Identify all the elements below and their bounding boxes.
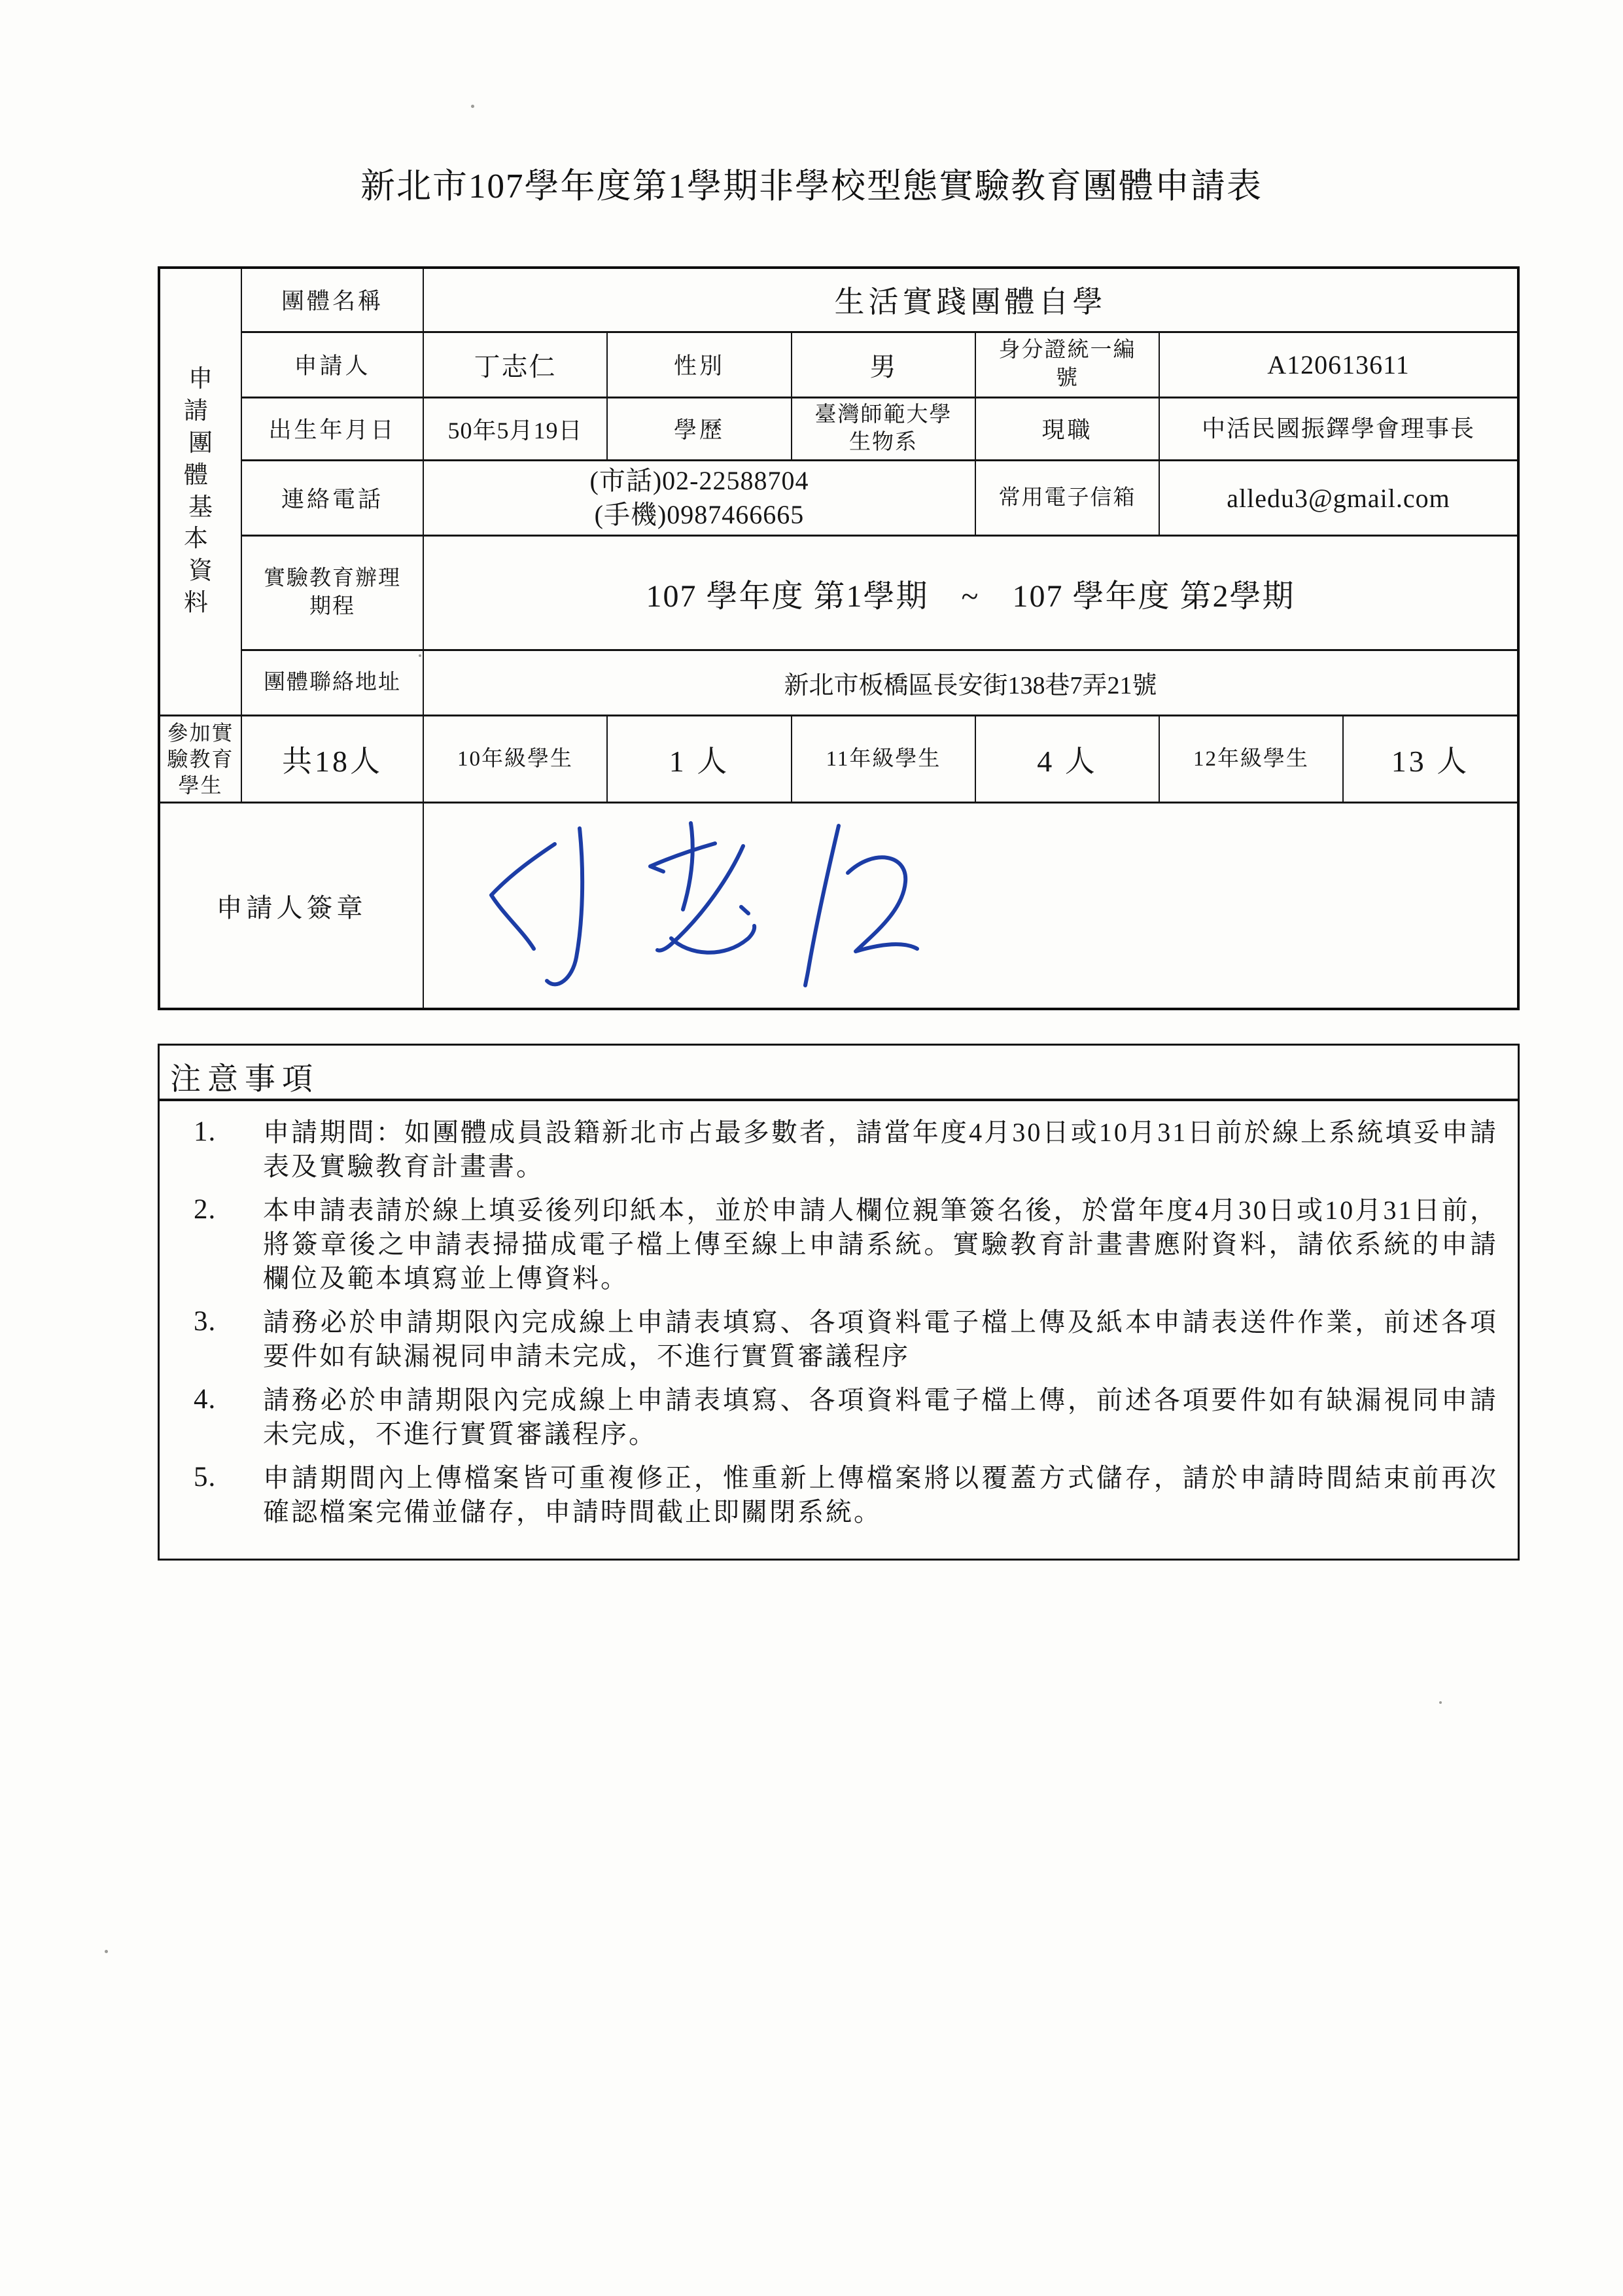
scan-speck xyxy=(419,654,421,657)
notes-heading: 注意事項 xyxy=(160,1046,1518,1101)
address-value: 新北市板橋區長安街138巷7弄21號 xyxy=(423,650,1518,716)
students-label-line: 驗教育 xyxy=(167,747,234,771)
note-number: 4. xyxy=(194,1384,217,1415)
grade10-count: 1 人 xyxy=(607,716,792,803)
side-label-line: 基本 xyxy=(184,493,222,553)
education-value xyxy=(792,397,975,461)
id-number-label xyxy=(975,332,1159,397)
birth-date-value: 50年5月19日 xyxy=(423,397,607,461)
grade11-count: 4 人 xyxy=(975,716,1159,803)
note-number: 2. xyxy=(194,1194,217,1225)
email-label: 常用電子信箱 xyxy=(975,461,1159,536)
row-group-name xyxy=(159,268,1518,332)
note-number: 1. xyxy=(194,1116,217,1147)
group-name-value: 生活實踐團體自學 xyxy=(423,268,1518,332)
note-text: 請務必於申請期限內完成線上申請表填寫、各項資料電子檔上傳及紙本申請表送件作業，前述各項要件如有缺漏視同申請未完成，不進行實質審議程序 xyxy=(263,1307,1498,1371)
education-label: 學歷 xyxy=(607,397,792,461)
period-label-line2: 期程 xyxy=(309,595,355,619)
id-label-line2: 號 xyxy=(1056,366,1079,390)
row-signature xyxy=(159,803,1518,1010)
grade11-label: 11年級學生 xyxy=(792,716,975,803)
applicant-label: 申請人 xyxy=(241,332,423,397)
row-students xyxy=(159,716,1518,803)
note-item-2 xyxy=(160,1193,1518,1296)
note-item-5 xyxy=(160,1461,1518,1529)
applicant-name-value: 丁志仁 xyxy=(423,332,607,397)
note-item-3 xyxy=(160,1305,1518,1373)
gender-label: 性別 xyxy=(607,332,792,397)
note-item-1 xyxy=(160,1116,1518,1184)
note-item-4 xyxy=(160,1383,1518,1451)
grade12-label: 12年級學生 xyxy=(1159,716,1343,803)
education-value-line2: 生物系 xyxy=(849,431,918,455)
students-label-line: 學生 xyxy=(178,773,223,798)
signature-area xyxy=(423,803,1518,1010)
row-applicant xyxy=(159,332,1518,397)
signature-label: 申請人簽章 xyxy=(159,803,423,1010)
phone-label: 連絡電話 xyxy=(241,461,423,536)
current-job-value: 中活民國振鐸學會理事長 xyxy=(1159,397,1518,461)
notes-list xyxy=(160,1101,1518,1558)
scan-speck xyxy=(105,1950,108,1953)
phone-mobile: (手機)0987466665 xyxy=(594,500,805,530)
id-label-line1: 身分證統一編 xyxy=(998,338,1136,362)
handwritten-signature xyxy=(455,810,952,1005)
side-label-line: 資料 xyxy=(184,557,222,617)
education-value-line1: 臺灣師範大學 xyxy=(814,402,952,427)
students-total: 共18人 xyxy=(241,716,423,803)
section-label-applicant-group-basic-info xyxy=(159,268,241,716)
note-text: 申請期間內上傳檔案皆可重複修正，惟重新上傳檔案將以覆蓋方式儲存，請於申請時間結束前再次確認檔案完備並儲存，申請時間截止即關閉系統。 xyxy=(263,1463,1498,1527)
address-label: 團體聯絡地址 xyxy=(241,650,423,716)
row-period xyxy=(159,536,1518,650)
grade12-count: 13 人 xyxy=(1343,716,1518,803)
document-title: 新北市107學年度第1學期非學校型態實驗教育團體申請表 xyxy=(360,168,1263,205)
note-text: 本申請表請於線上填妥後列印紙本，並於申請人欄位親筆簽名後，於當年度4月30日或10月31日前，將簽章後之申請表掃描成電子檔上傳至線上申請系統。實驗教育計畫書應附資料，請依系統的申請欄位及範本填寫並上傳資料。 xyxy=(263,1195,1498,1293)
side-label-line: 申請 xyxy=(184,366,222,425)
row-birth xyxy=(159,397,1518,461)
side-label-line: 團體 xyxy=(184,429,222,489)
scan-speck xyxy=(471,105,474,108)
period-value: 107 學年度 第1學期 ~ 107 學年度 第2學期 xyxy=(423,536,1518,650)
birth-date-label: 出生年月日 xyxy=(241,397,423,461)
period-label xyxy=(241,536,423,650)
row-phone xyxy=(159,461,1518,536)
application-form-table xyxy=(158,266,1520,1010)
current-job-label: 現職 xyxy=(975,397,1159,461)
grade10-label: 10年級學生 xyxy=(423,716,607,803)
phone-landline: (市話)02-22588704 xyxy=(589,466,809,496)
phone-value xyxy=(423,461,975,536)
group-name-label: 團體名稱 xyxy=(241,268,423,332)
note-number: 3. xyxy=(194,1306,217,1337)
id-number-value: A120613611 xyxy=(1159,332,1518,397)
gender-value: 男 xyxy=(792,332,975,397)
students-section-label xyxy=(159,716,241,803)
note-number: 5. xyxy=(194,1462,217,1492)
email-value: alledu3@gmail.com xyxy=(1159,461,1518,536)
scan-speck xyxy=(1439,1701,1442,1704)
notes-section xyxy=(158,1044,1520,1561)
period-label-line1: 實驗教育辦理 xyxy=(264,567,401,591)
students-label-line: 參加實 xyxy=(167,721,234,745)
note-text: 請務必於申請期限內完成線上申請表填寫、各項資料電子檔上傳，前述各項要件如有缺漏視同申請未完成，不進行實質審議程序。 xyxy=(263,1385,1498,1449)
note-text: 申請期間：如團體成員設籍新北市占最多數者，請當年度4月30日或10月31日前於線上系統填妥申請表及實驗教育計畫書。 xyxy=(263,1118,1498,1181)
row-address xyxy=(159,650,1518,716)
